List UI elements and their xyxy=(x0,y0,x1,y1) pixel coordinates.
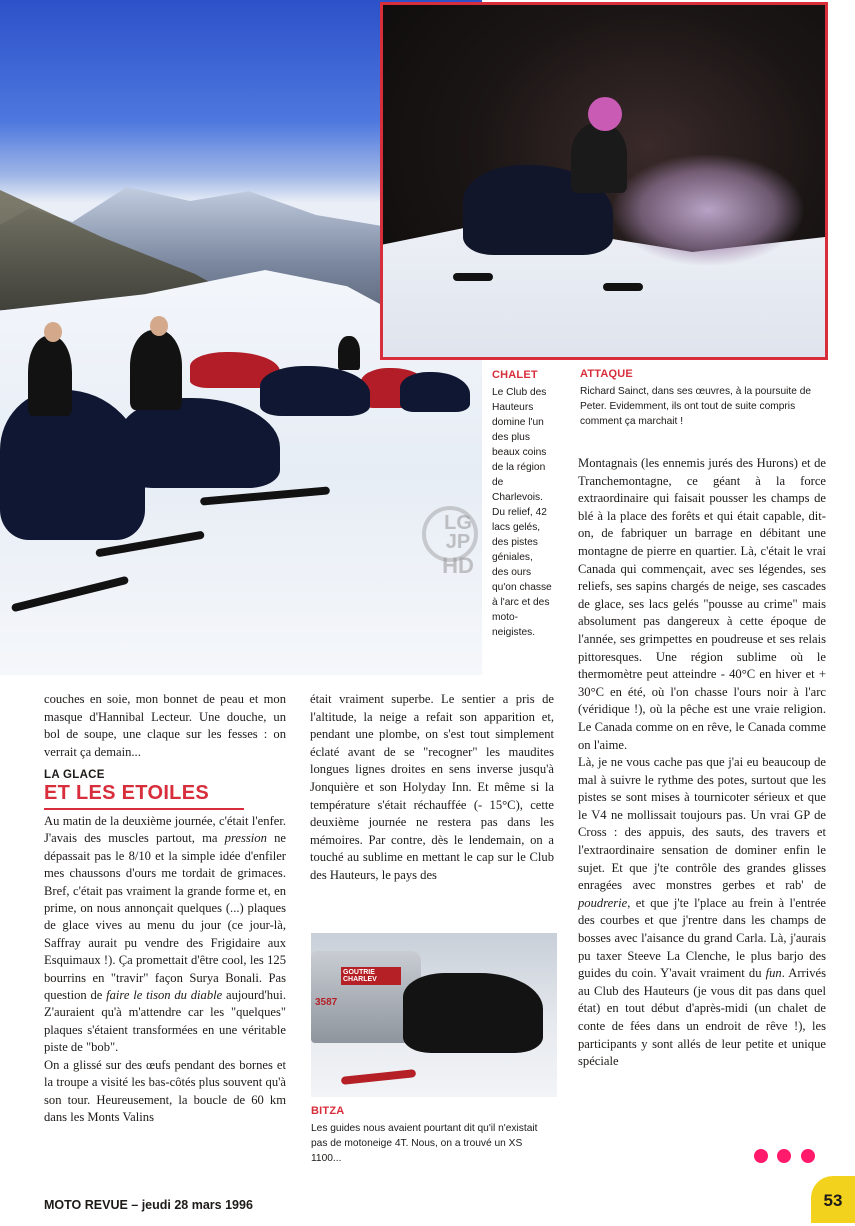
subheading-small: LA GLACE xyxy=(44,769,105,781)
article-paragraph: Montagnais (les ennemis jurés des Hurons) et de Tranchemontagne, ce géant à la force extraordinaire qui faisait pousser les champs de blé à la place des forêts et qui était capable, dit-on, de fabriquer un barrage en débitant une montagne de pierre en quartier. Là, c'était le vrai Canada qui commençait, avec ses légendes, ses reliefs, ses sapins chargés de neige, ses cascades de glace, ses lacs gelés "pousse au crime" mais absolument pas dangereux à cette époque de l'année, ses grimpettes en poudreuse et ses relais pittoresques. Une région sublime où le thermomètre peut atteindre - 40°C en hiver et + 30°C en été, où l'on chasse l'ours noir à l'arc (véridique !), où la pêche est une vraie religion. Le Canada comme on en rêve, le Canada comme on l'aime. xyxy=(578,456,826,752)
article-column-right xyxy=(578,455,826,1071)
end-mark-dot xyxy=(777,1149,791,1163)
issue-date: – jeudi 28 mars 1996 xyxy=(127,1198,253,1212)
article-column-middle xyxy=(310,691,554,885)
article-paragraph: On a glissé sur des œufs pendant des bornes et la troupe a visité les bas-côtés plus souvent qu'à son tour. Heureusement, la boucle de 60 km dans les Monts Valins xyxy=(44,1057,286,1124)
caption-title-attaque: ATTAQUE xyxy=(580,368,633,380)
article-paragraph: était vraiment superbe. Le sentier a pris de l'altitude, la neige a refait son apparition et, pendant une plombe, on s'est tout simplement éclaté avant de se "recogner" les maudites longues lignes droites en sens inverse jusqu'à Jonquière et son Holyday Inn. Et même si la température s'était réchauffée (- 15°C), cette deuxième journée ne restera pas dans les mémoires. Par contre, dès le lendemain, on a touché au sublime en mettant le cap sur le Club des Hauteurs, le pays des xyxy=(310,692,554,882)
article-column-left-top xyxy=(44,691,286,761)
article-paragraph: Au matin de la deuxième journée, c'était l'enfer. J'avais des muscles partout, ma pression ne dépassait pas le 8/10 et la simple idée d'enfiler mes chaussons d'ours me tordait de grimaces. Bref, c'était pas vraiment la grande forme et, en prime, on nous annonçait quelques (...) plaques de glace vives au menu du jour (ce jour-là, Saffray aurait pu vendre des Frigidaire aux Esquimaux !). Ça promettait d'être cool, les 125 bourrins en "travir" façon Surya Bonali. Pas question de faire le tison du diable aujourd'hui. Z'auraient qu'à m'attendre car les "quelques" plaques s'étaient transformées en une véritable piste de "bob". xyxy=(44,814,286,1055)
watermark-logo: LG JP HD xyxy=(418,500,498,590)
truck-number: 3587 xyxy=(315,997,338,1008)
end-mark-dot xyxy=(754,1149,768,1163)
caption-body-bitza: Les guides nous avaient pourtant dit qu'il n'existait pas de motoneige 4T. Nous, on a trouvé un XS 1100... xyxy=(311,1123,538,1164)
magazine-name: MOTO REVUE xyxy=(44,1198,128,1212)
bitza-photo xyxy=(311,933,557,1097)
subheading-large: ET LES ETOILES xyxy=(44,782,209,804)
article-paragraph: Là, je ne vous cache pas que j'ai eu beaucoup de mal à suivre le rythme des potes, surtout que les pistes se sont mises à tournicoter sérieux et que le V4 ne mollissait toujours pas. Un vrai GP de Cross : des appuis, des sauts, des travers et l'extraordinaire sensation de dominer enfin le sujet. Et que j'te contrôle des grandes glisses enragées avec monstres gerbes et rab' de poudrerie, et que j'te l'place au frein à l'entrée des courbes et que j'rentre dans les champs de bosses avec l'aisance du grand Carla. Là, j'aurais pu taxer Steeve La Clenche, le plus barjo des guides du coin. Y'avait vraiment du fun. Arrivés au Club des Hauteurs (je vous dit pas dans quel état) en tout début d'après-midi (un chalet de conte de fées dans un endroit de rêve !), les participants y sont allés de leur petite et unique spéciale xyxy=(578,755,827,1069)
page-footer xyxy=(44,1198,253,1212)
article-column-left xyxy=(44,813,286,1126)
attaque-photo xyxy=(380,2,828,360)
end-mark-dot xyxy=(801,1149,815,1163)
article-paragraph: couches en soie, mon bonnet de peau et mon masque d'Hannibal Lecteur. Une douche, un bol de soupe, une claque sur les fesses : on verrait ça demain... xyxy=(44,692,286,759)
caption-title-chalet: CHALET xyxy=(492,369,538,381)
caption-body-attaque: Richard Sainct, dans ses œuvres, à la poursuite de Peter. Evidemment, ils ont tout de suite compris comment ça marchait ! xyxy=(580,386,812,427)
subheading-rule xyxy=(44,808,244,810)
page-number: 53 xyxy=(811,1176,855,1223)
caption-body-chalet: Le Club des Hauteurs domine l'un des plus beaux coins de la région de Charlevois. Du relief, 42 lacs gelés, des pistes géniales, des ours qu'on chasse à l'arc et des moto-neigistes. xyxy=(492,387,552,638)
truck-sign: GOUTRIE CHARLEV xyxy=(343,969,377,983)
caption-title-bitza: BITZA xyxy=(311,1105,345,1117)
